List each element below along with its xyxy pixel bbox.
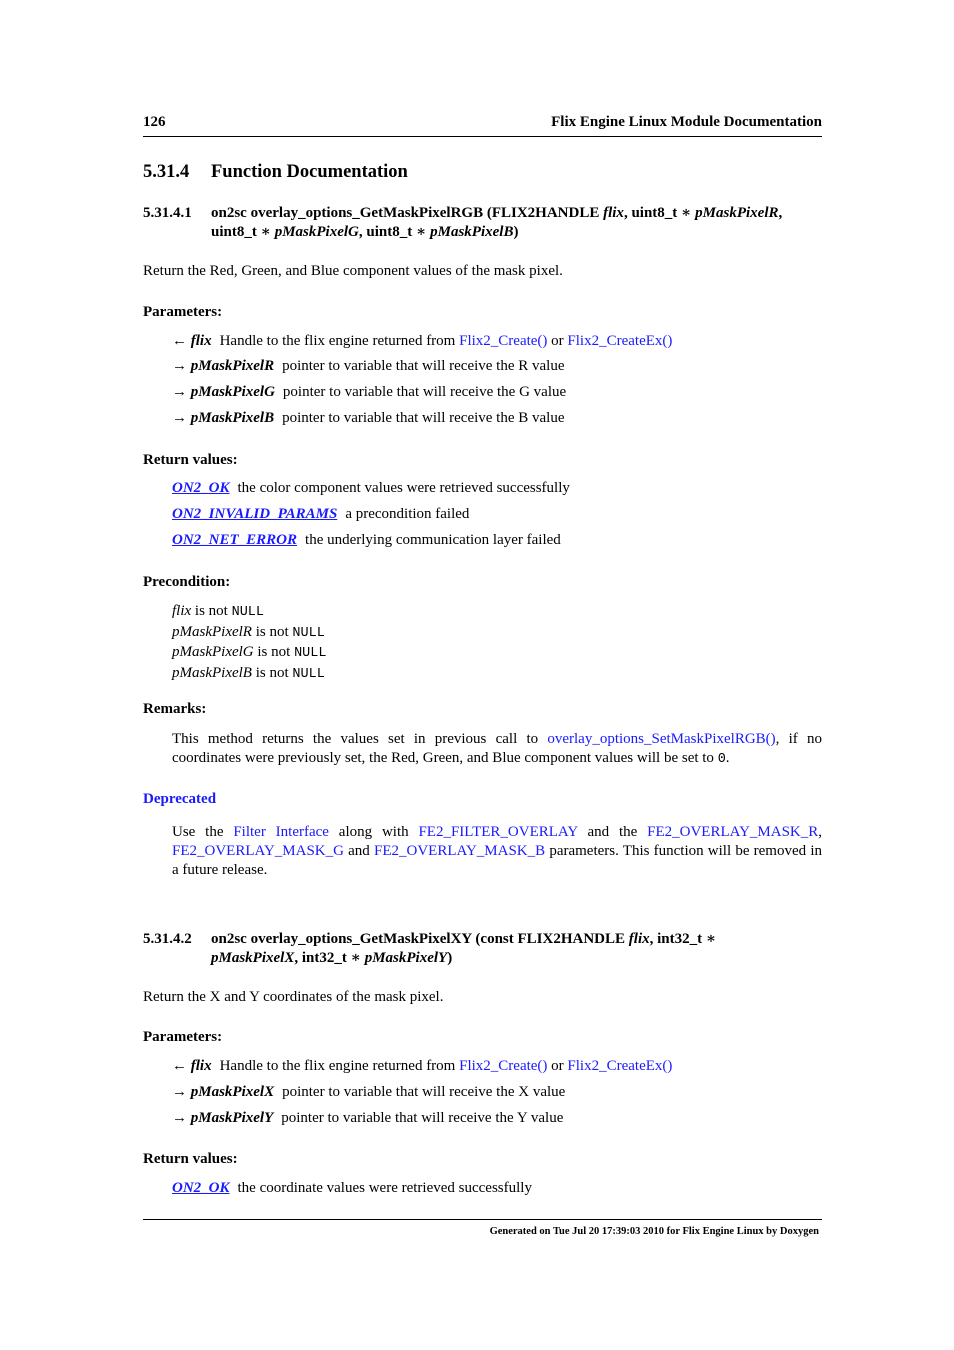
return-values-label: Return values: bbox=[143, 452, 238, 468]
function-description: Return the X and Y coordinates of the mask pixel. bbox=[143, 989, 444, 1005]
param-row: → pMaskPixelB pointer to variable that will receive the B value bbox=[172, 410, 565, 426]
function-number: 5.31.4.1 bbox=[143, 205, 192, 221]
filter-interface-link[interactable]: Filter Interface bbox=[233, 824, 329, 840]
param-row: → pMaskPixelX pointer to variable that will receive the X value bbox=[172, 1084, 566, 1100]
remarks-label: Remarks: bbox=[143, 701, 207, 717]
section-title: Function Documentation bbox=[211, 162, 408, 182]
function-heading-rgb bbox=[143, 204, 822, 244]
retval-row: ON2_NET_ERROR the underlying communication layer failed bbox=[172, 532, 561, 548]
precondition-item: pMaskPixelR is not NULL bbox=[172, 623, 325, 641]
param-row: → pMaskPixelY pointer to variable that will receive the Y value bbox=[172, 1110, 564, 1126]
retval-link[interactable]: ON2_OK bbox=[172, 480, 230, 496]
page-header bbox=[143, 114, 822, 137]
precondition-label: Precondition: bbox=[143, 574, 231, 590]
retval-link[interactable]: ON2_INVALID_PARAMS bbox=[172, 506, 338, 522]
flix2-create-link[interactable]: Flix2_Create() bbox=[459, 333, 548, 349]
fe2-filter-overlay-link[interactable]: FE2_FILTER_OVERLAY bbox=[418, 824, 578, 840]
param-row: ← flix Handle to the flix engine returned from Flix2_Create() or Flix2_CreateEx() bbox=[172, 1058, 673, 1074]
running-title: Flix Engine Linux Module Documentation bbox=[551, 114, 822, 130]
page-footer bbox=[143, 1219, 822, 1237]
retval-row: ON2_INVALID_PARAMS a precondition failed bbox=[172, 506, 470, 522]
param-row: → pMaskPixelG pointer to variable that will receive the G value bbox=[172, 384, 567, 400]
section-number: 5.31.4 bbox=[143, 162, 190, 182]
deprecated-link[interactable]: Deprecated bbox=[143, 791, 217, 807]
set-mask-pixel-rgb-link[interactable]: overlay_options_SetMaskPixelRGB() bbox=[547, 731, 776, 747]
param-name: pMaskPixelB bbox=[190, 410, 275, 426]
param-name: pMaskPixelY bbox=[190, 1110, 274, 1126]
flix2-createex-link[interactable]: Flix2_CreateEx() bbox=[567, 333, 673, 349]
param-name: pMaskPixelR bbox=[190, 358, 275, 374]
precondition-item: pMaskPixelG is not NULL bbox=[172, 644, 327, 661]
fe2-overlay-mask-b-link[interactable]: FE2_OVERLAY_MASK_B bbox=[374, 843, 546, 859]
retval-link[interactable]: ON2_NET_ERROR bbox=[172, 532, 298, 548]
parameters-label: Parameters: bbox=[143, 304, 223, 320]
flix2-create-link[interactable]: Flix2_Create() bbox=[459, 1058, 548, 1074]
retval-row: ON2_OK the coordinate values were retrieved successfully bbox=[172, 1180, 532, 1196]
param-row: ← flix Handle to the flix engine returned from Flix2_Create() or Flix2_CreateEx() bbox=[172, 333, 673, 349]
param-name: pMaskPixelG bbox=[190, 384, 275, 400]
param-name: flix bbox=[190, 1058, 212, 1074]
function-heading-xy bbox=[143, 930, 822, 970]
function-description: Return the Red, Green, and Blue component values of the mask pixel. bbox=[143, 263, 563, 279]
section-heading bbox=[143, 162, 822, 183]
parameters-label: Parameters: bbox=[143, 1029, 223, 1045]
function-number: 5.31.4.2 bbox=[143, 931, 192, 947]
precondition-list bbox=[172, 602, 822, 684]
retval-link[interactable]: ON2_OK bbox=[172, 1180, 230, 1196]
remarks-text: This method returns the values set in previous call to overlay_options_SetMaskPixelRGB(), if no coordinates were previously set, the Red, Green, and Blue component values will be set to 0. bbox=[172, 731, 822, 767]
retval-row: ON2_OK the color component values were retrieved successfully bbox=[172, 480, 570, 496]
footer-text: Generated on Tue Jul 20 17:39:03 2010 for Flix Engine Linux by Doxygen bbox=[489, 1226, 819, 1237]
param-name: flix bbox=[190, 333, 212, 349]
precondition-item: pMaskPixelB is not NULL bbox=[172, 664, 325, 682]
flix2-createex-link[interactable]: Flix2_CreateEx() bbox=[567, 1058, 673, 1074]
fe2-overlay-mask-g-link[interactable]: FE2_OVERLAY_MASK_G bbox=[172, 843, 344, 859]
deprecated-text: Use the Filter Interface along with FE2_FILTER_OVERLAY and the FE2_OVERLAY_MASK_R, FE2_OVERLAY_MASK_G and FE2_OVERLAY_MASK_B parameters. This function will be removed in a future release. bbox=[172, 824, 823, 878]
precondition-item: flix is not NULL bbox=[172, 603, 265, 620]
function-signature: on2sc overlay_options_GetMaskPixelRGB (FLIX2HANDLE flix, uint8_t ∗ pMaskPixelR, uint8_t ∗ pMaskPixelG, uint8_t ∗ pMaskPixelB) bbox=[211, 205, 783, 240]
param-row: → pMaskPixelR pointer to variable that will receive the R value bbox=[172, 358, 565, 374]
fe2-overlay-mask-r-link[interactable]: FE2_OVERLAY_MASK_R bbox=[647, 824, 819, 840]
function-signature: on2sc overlay_options_GetMaskPixelXY (const FLIX2HANDLE flix, int32_t ∗ pMaskPixelX, int32_t ∗ pMaskPixelY) bbox=[211, 931, 717, 966]
return-values-label: Return values: bbox=[143, 1151, 238, 1167]
page-number: 126 bbox=[143, 114, 166, 130]
param-name: pMaskPixelX bbox=[190, 1084, 275, 1100]
